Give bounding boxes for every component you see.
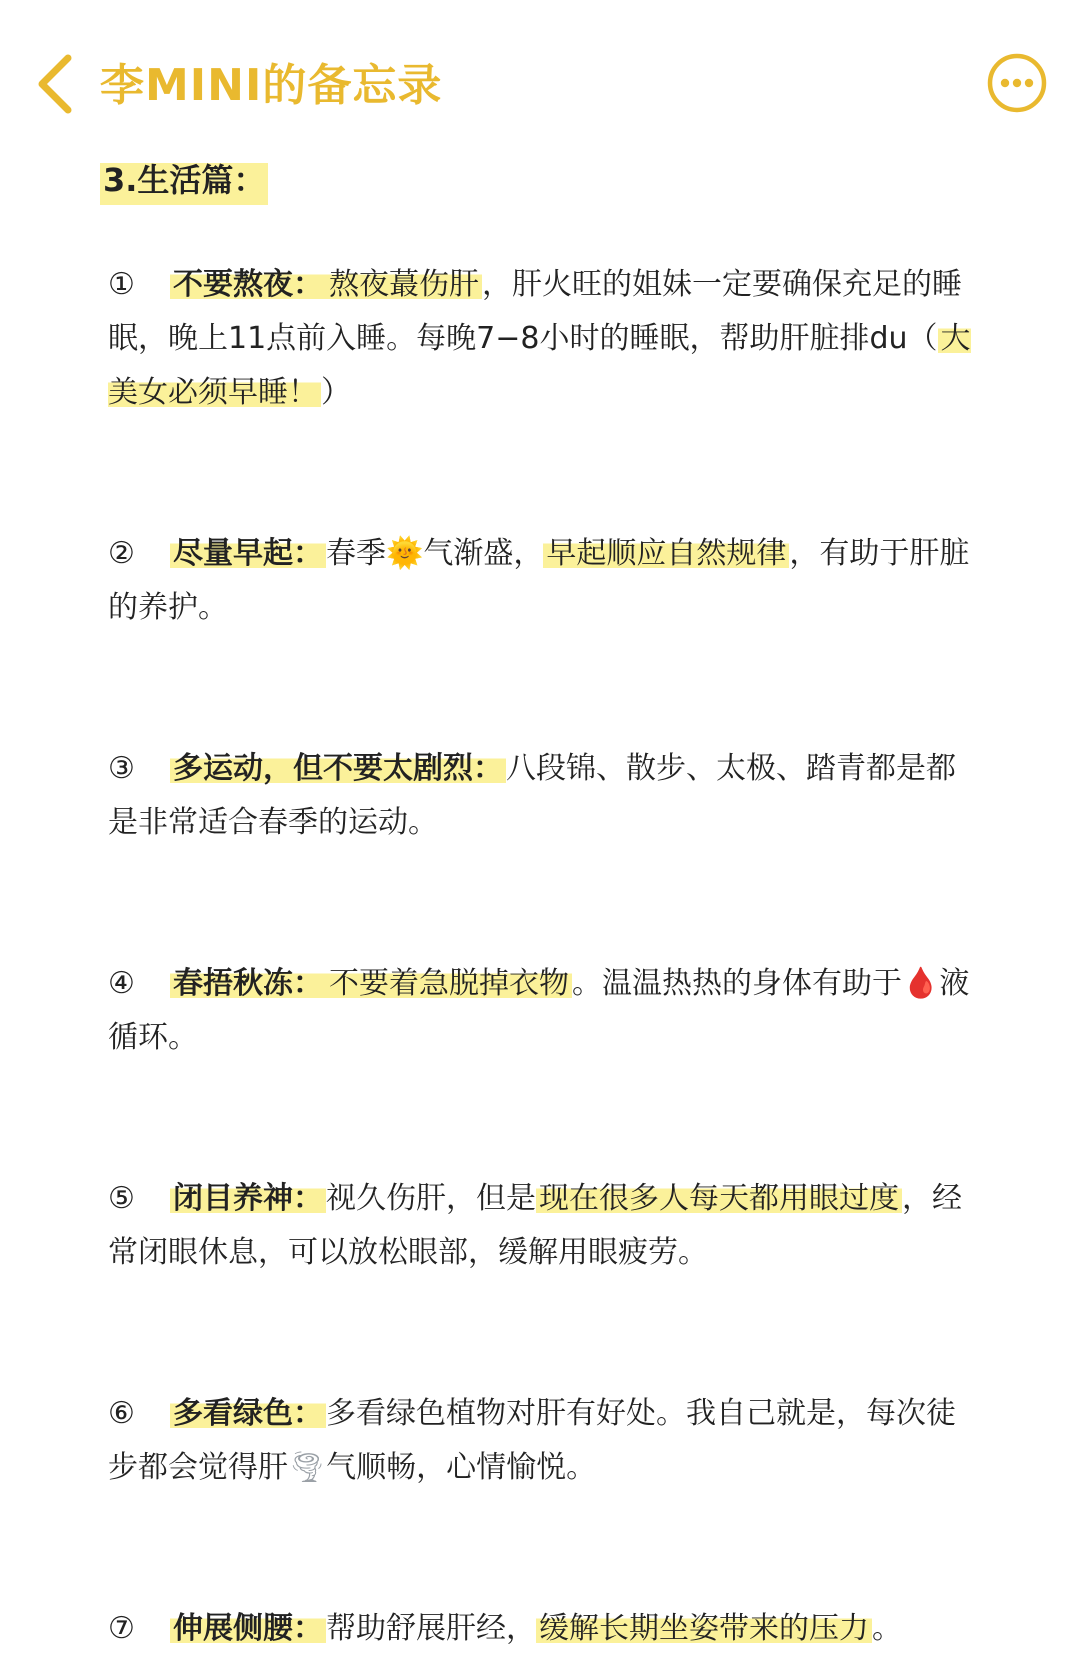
item-text: 多看绿色植物对肝有好处。我自己就是，每次徒步都会觉得肝 [108, 1396, 956, 1485]
wind-emoji-icon: 🌪 [288, 1450, 327, 1485]
item-text: 帮助舒展肝经， [326, 1611, 536, 1646]
section-title: 3.生活篇： [100, 150, 268, 210]
memo-item [108, 742, 978, 850]
item-number: ③ [108, 751, 135, 786]
item-number: ② [108, 536, 135, 571]
memo-item [108, 957, 978, 1065]
memo-item [108, 1602, 978, 1656]
item-text: ） [321, 375, 351, 410]
memo-content [108, 258, 978, 1656]
item-keyword: 多运动，但不要太剧烈： [170, 751, 506, 786]
item-keyword: 伸展侧腰： [170, 1611, 326, 1646]
item-keyword: 闭目养神： [170, 1181, 326, 1216]
highlighted-text: 缓解长期坐姿带来的压力 [536, 1611, 872, 1646]
sun-emoji-icon: 🌞 [386, 536, 424, 571]
item-text: 气顺畅，心情愉悦。 [326, 1450, 597, 1485]
item-text: ，有助于肝脏的养护。 [108, 536, 970, 625]
item-text: ，经常闭眼休息，可以放松眼部，缓解用眼疲劳。 [108, 1181, 962, 1270]
item-text: 。温温热热的身体有助于 [572, 966, 902, 1001]
drop-emoji-icon: 🩸 [902, 966, 940, 1001]
item-text: ，肝火旺的姐妹一定要确保充足的睡眠，晚上11点前入睡。每晚7−8小时的睡眠，帮助肝脏排du（ [108, 267, 962, 356]
item-text: 视久伤肝，但是 [326, 1181, 536, 1216]
highlighted-text: 不要着急脱掉衣物 [326, 966, 572, 1001]
item-text: 液循环。 [108, 966, 970, 1055]
app-title: 李MINI的备忘录 [100, 60, 443, 111]
highlighted-text: 大美女必须早睡！ [108, 321, 971, 410]
highlighted-text: 早起顺应自然规律 [543, 536, 789, 571]
item-text: 气渐盛， [423, 536, 544, 571]
highlighted-text: 熬夜蕞伤肝 [326, 267, 482, 302]
memo-item [108, 527, 978, 635]
item-keyword: 不要熬夜： [170, 267, 326, 302]
item-text: 八段锦、散步、太极、踏青都是都是非常适合春季的运动。 [108, 751, 956, 840]
item-number: ④ [108, 966, 135, 1001]
back-chevron-icon[interactable] [30, 52, 80, 116]
memo-item [108, 1172, 978, 1280]
item-keyword: 尽量早起： [170, 536, 326, 571]
item-text: 春季 [326, 536, 386, 571]
memo-item [108, 1387, 978, 1495]
memo-item [108, 258, 978, 420]
item-text: 。 [872, 1611, 902, 1646]
top-bar [0, 0, 1080, 170]
item-number: ⑤ [108, 1181, 135, 1216]
item-number: ⑦ [108, 1611, 135, 1646]
item-number: ① [108, 267, 135, 302]
item-number: ⑥ [108, 1396, 135, 1431]
highlighted-text: 现在很多人每天都用眼过度 [536, 1181, 902, 1216]
item-keyword: 春捂秋冻： [170, 966, 326, 1001]
more-options-icon[interactable] [986, 52, 1048, 114]
item-keyword: 多看绿色： [170, 1396, 326, 1431]
